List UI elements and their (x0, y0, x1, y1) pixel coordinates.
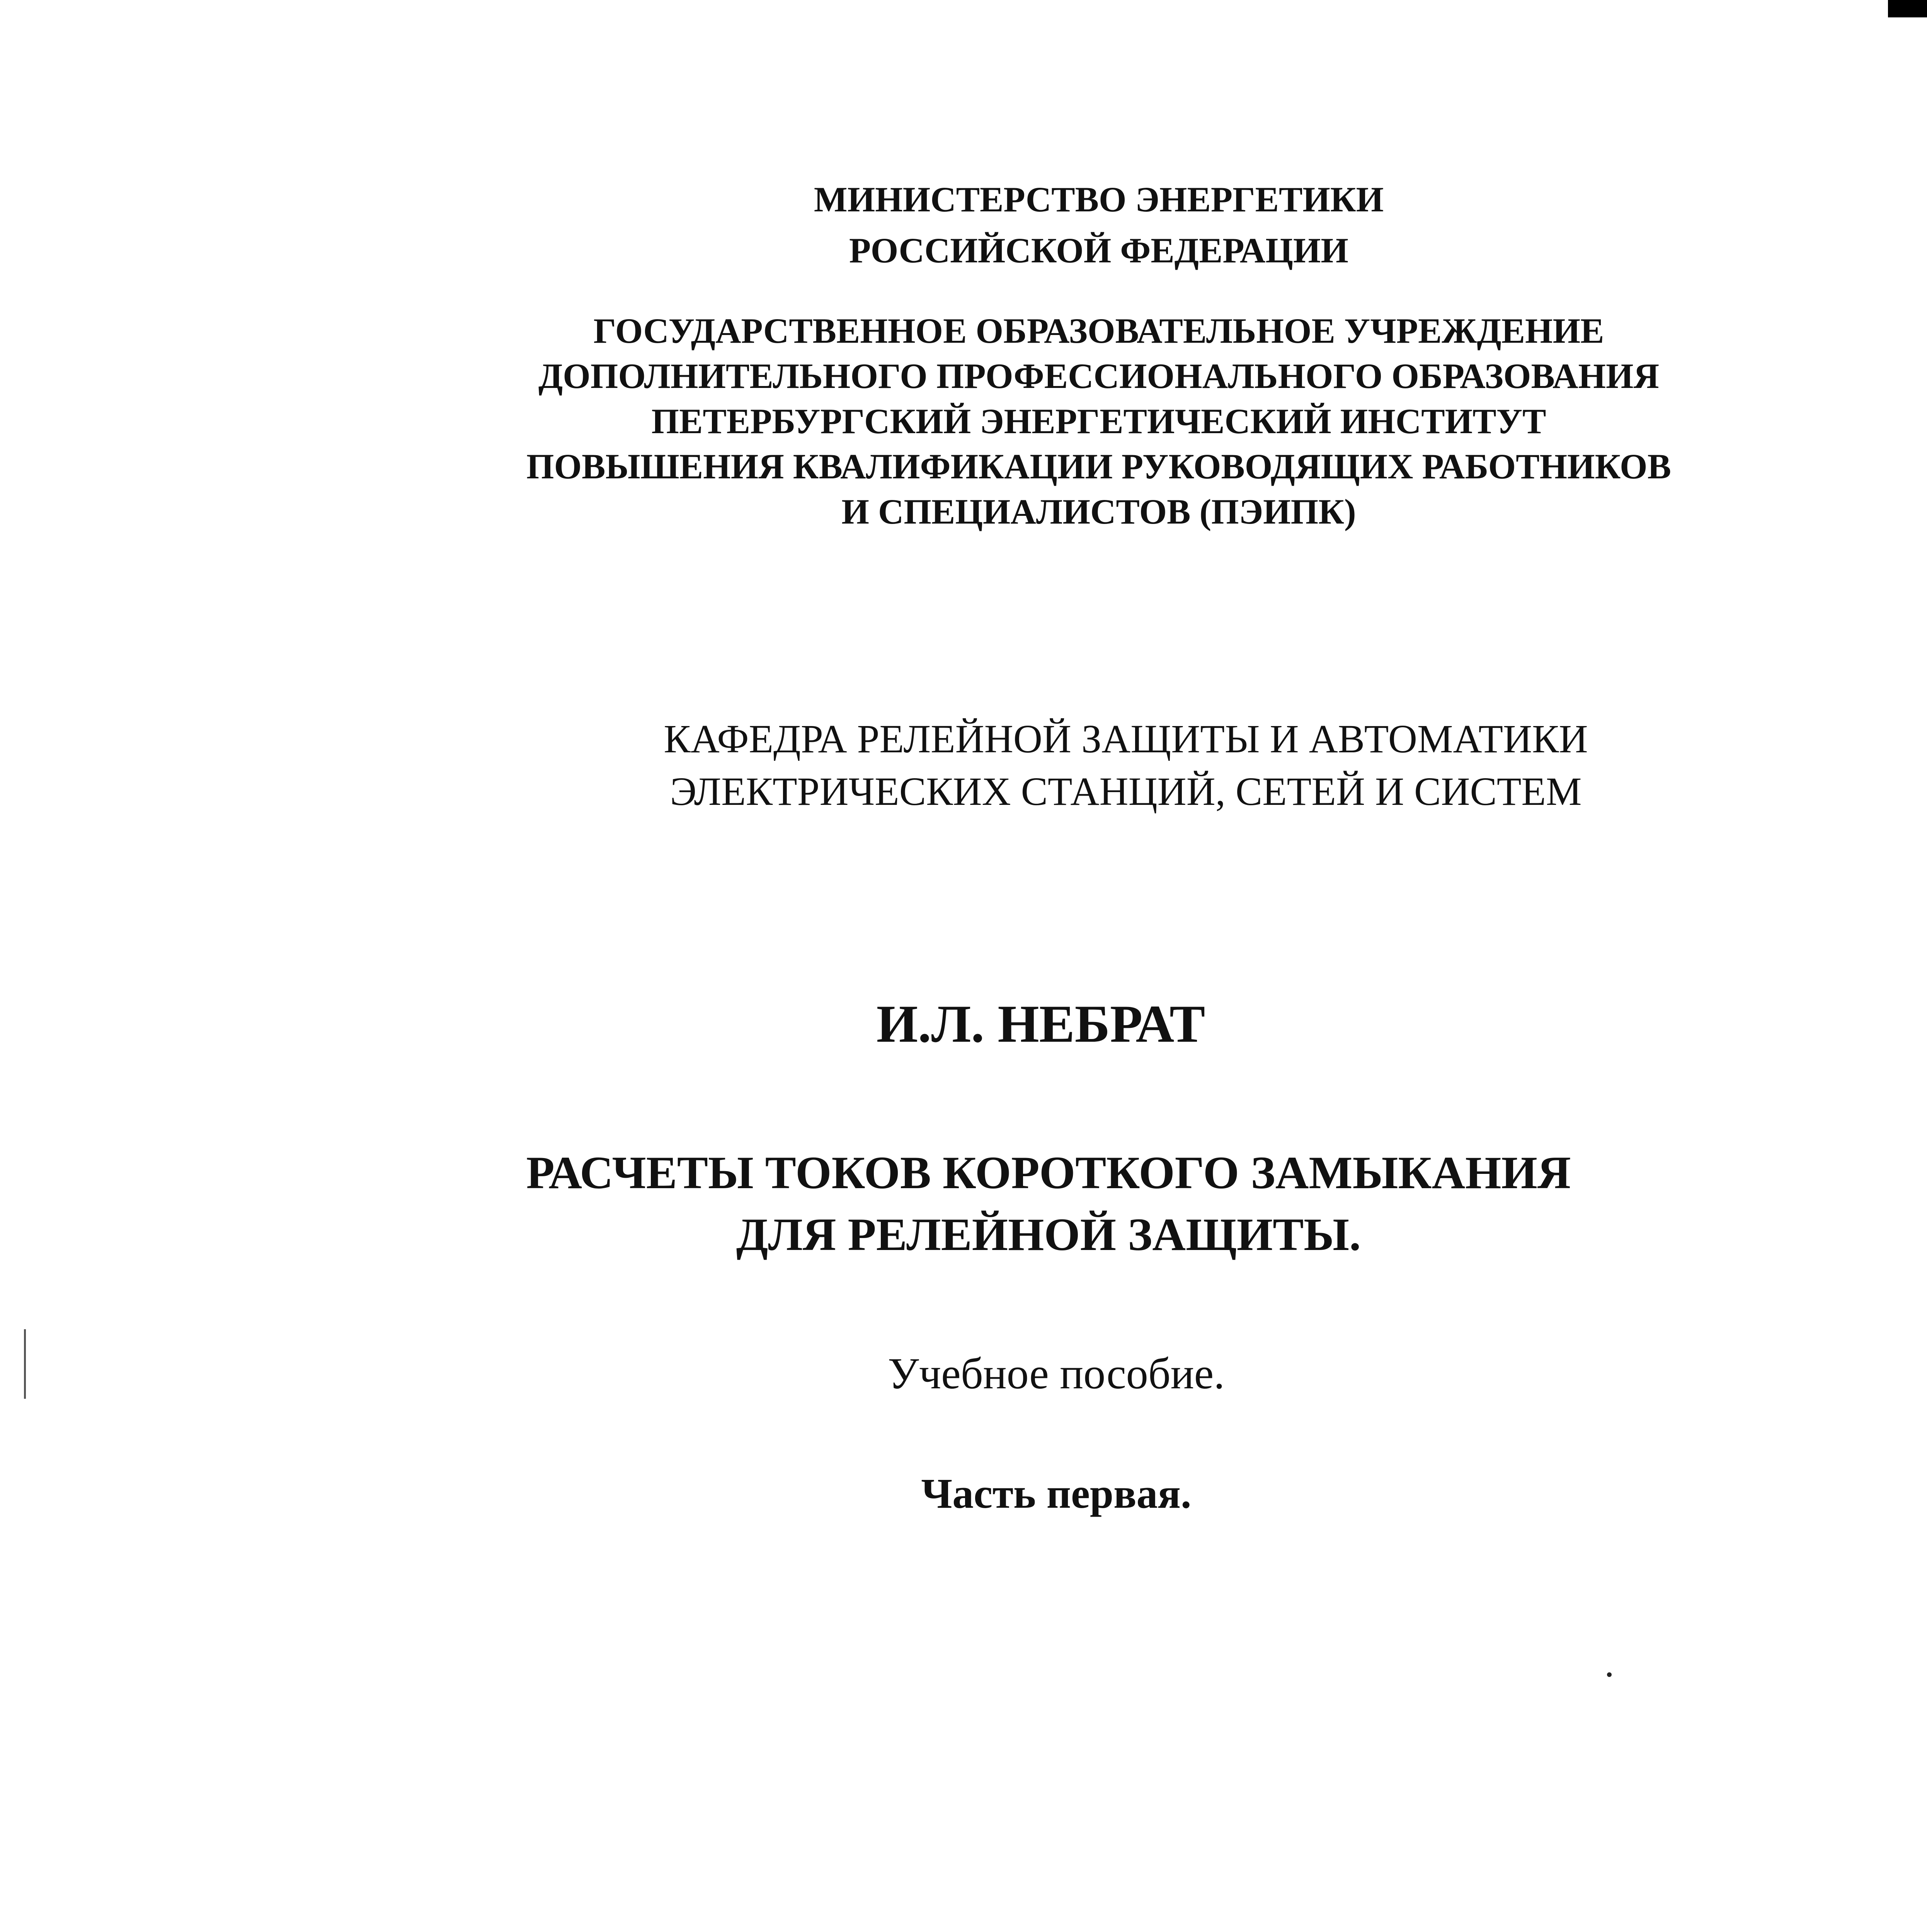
author-text: И.Л. НЕБРАТ (876, 994, 1205, 1053)
institution-line: ПЕТЕРБУРГСКИЙ ЭНЕРГЕТИЧЕСКИЙ ИНСТИТУТ (651, 401, 1546, 441)
part-label (93, 1464, 1927, 1522)
document-title (85, 1142, 1927, 1265)
scan-artifact (24, 1329, 26, 1399)
institution-line: И СПЕЦИАЛИСТОВ (ПЭИПК) (841, 492, 1356, 531)
department-line: ЭЛЕКТРИЧЕСКИХ СТАНЦИЙ, СЕТЕЙ И СИСТЕМ (670, 769, 1582, 814)
part-text: Часть первая. (921, 1470, 1192, 1517)
department-line: КАФЕДРА РЕЛЕЙНОЙ ЗАЩИТЫ И АВТОМАТИКИ (664, 717, 1588, 761)
institution-line: ПОВЫШЕНИЯ КВАЛИФИКАЦИИ РУКОВОДЯЩИХ РАБОТНИКОВ (526, 447, 1671, 486)
author-name (77, 989, 1927, 1059)
ministry-line: РОССИЙСКОЙ ФЕДЕРАЦИИ (849, 231, 1348, 270)
title-line: РАСЧЕТЫ ТОКОВ КОРОТКОГО ЗАМЫКАНИЯ (526, 1147, 1571, 1198)
scan-edge-mark (1888, 0, 1927, 17)
document-type-text: Учебное пособие. (888, 1349, 1225, 1398)
scan-artifact (1607, 1672, 1612, 1677)
institution-line: ГОСУДАРСТВЕННОЕ ОБРАЗОВАТЕЛЬНОЕ УЧРЕЖДЕНИЕ (593, 311, 1604, 350)
ministry-header (135, 174, 1927, 276)
department-header (162, 713, 1927, 818)
document-type (93, 1345, 1927, 1403)
ministry-line: МИНИСТЕРСТВО ЭНЕРГЕТИКИ (814, 180, 1384, 219)
institution-header (135, 308, 1927, 534)
title-line: ДЛЯ РЕЛЕЙНОЙ ЗАЩИТЫ. (736, 1209, 1361, 1260)
institution-line: ДОПОЛНИТЕЛЬНОГО ПРОФЕССИОНАЛЬНОГО ОБРАЗОВАНИЯ (538, 356, 1660, 396)
